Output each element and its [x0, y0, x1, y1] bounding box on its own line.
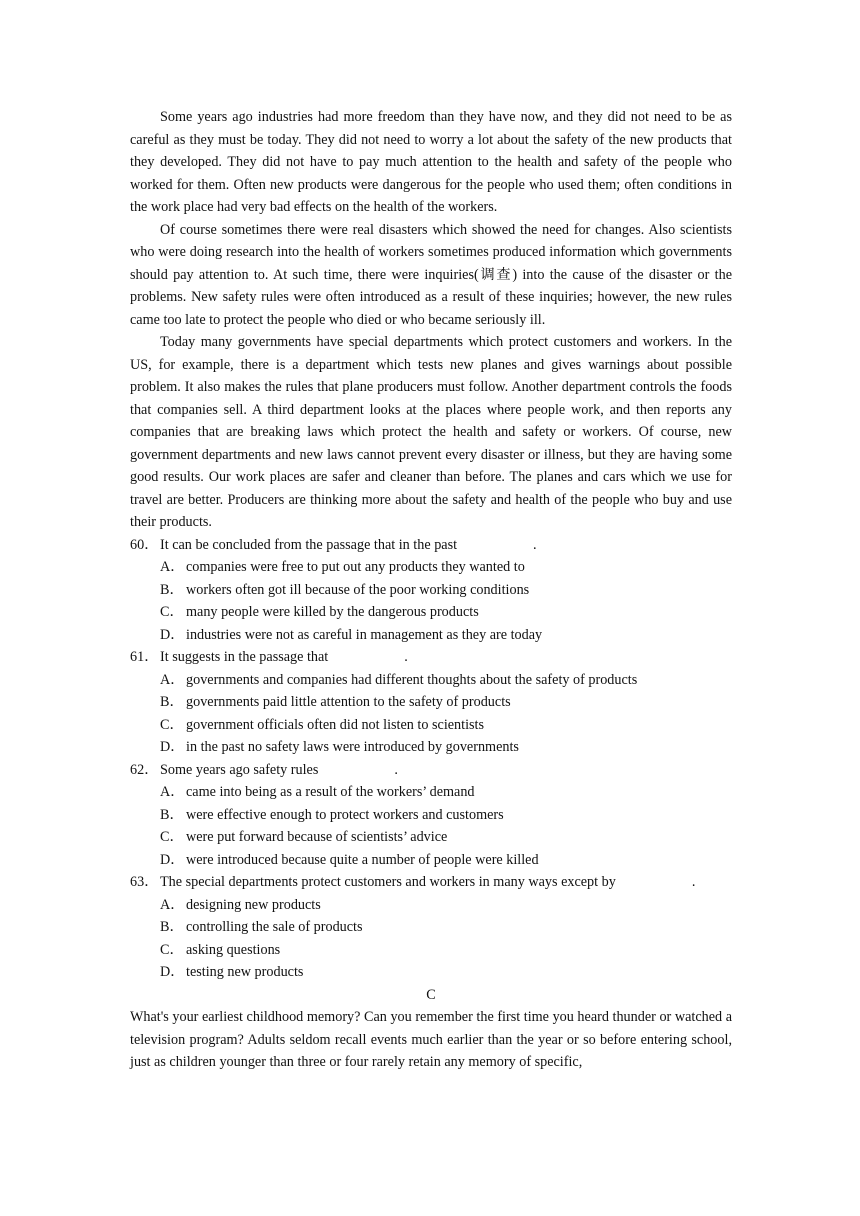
question-number: 62．	[130, 761, 159, 778]
option-d: D． testing new products	[160, 964, 304, 980]
question-stem	[130, 646, 732, 669]
option-b: B． were effective enough to protect workers and customers	[160, 806, 504, 823]
option-c: C． were put forward because of scientists’ advice	[160, 829, 448, 845]
section-heading: C	[426, 986, 436, 1003]
option-d: D． industries were not as careful in management as they are today	[160, 626, 543, 643]
question-63	[130, 871, 732, 984]
passage-paragraph-1: Some years ago industries had more freedom than they have now, and they did not need to be as careful as they must be today. They did not need to worry a lot about the safety of the new products that they developed. They did not have to pay much attention to the health and safety of the people who worked for them. Often new products were dangerous for the people who used them; often conditions in the work place had very bad effects on the health of the workers.	[130, 109, 732, 215]
question-number: 60．	[130, 536, 159, 553]
option-b: B． controlling the sale of products	[160, 919, 363, 935]
question-62	[130, 759, 732, 872]
question-number: 63．	[130, 874, 159, 890]
question-text: It suggests in the passage that	[160, 649, 329, 665]
option-c: C． government officials often did not listen to scientists	[160, 716, 485, 733]
option-c: C． asking questions	[160, 941, 281, 958]
option-d: D． in the past no safety laws were introduced by governments	[160, 739, 519, 755]
passage-paragraph-2: Of course sometimes there were real disasters which showed the need for changes. Also scientists who were doing research into the health of workers sometimes produced information which governments should pay attention to. At such time, there were inquiries(调查) into the cause of the disaster or the problems. New safety rules were often introduced as a result of these inquiries; however, the new rules came too late to protect the people who died or who became seriously ill.	[130, 221, 732, 328]
option-a: A． companies were free to put out any products they wanted to	[160, 559, 525, 575]
option-a: A． designing new products	[160, 896, 321, 913]
passage-paragraph-3: Today many governments have special departments which protect customers and workers. In the US, for example, there is a department which tests new planes and gives warnings about possible problem. It also makes the rules that plane producers must follow. Another department controls the foods that companies sell. A third department looks at the places where people work, and then reports any companies that are breaking laws which protect the health and safety or workers. Of course, new government departments and new laws cannot prevent every disaster or illness, but they are having some good results. Our work places are safer and cleaner than before. The planes and cars which we use for travel are better. Producers are thinking more about the safety and health of the people who buy and use their products.	[130, 334, 732, 530]
question-61	[130, 646, 732, 759]
question-end: .	[404, 649, 408, 665]
question-number: 61．	[130, 649, 159, 665]
option-b: B． governments paid little attention to the safety of products	[160, 694, 511, 710]
question-stem	[130, 871, 732, 894]
question-end: .	[394, 761, 398, 778]
question-60	[130, 534, 732, 647]
question-end: .	[691, 874, 696, 890]
question-text: It can be concluded from the passage that in the past	[160, 536, 458, 553]
section-c-paragraph: What's your earliest childhood memory? Can you remember the first time you heard thunder or watched a television program? Adults seldom recall events much earlier than the year or so before entering school, just as children younger than three or four rarely retain any memory of specific,	[130, 1009, 732, 1070]
question-text: Some years ago safety rules	[160, 761, 319, 778]
question-text: The special departments protect customers and workers in many ways except by	[160, 874, 616, 890]
option-a: A． governments and companies had different thoughts about the safety of products	[160, 671, 638, 688]
option-c: C． many people were killed by the dangerous products	[160, 604, 479, 620]
option-b: B． workers often got ill because of the poor working conditions	[160, 581, 530, 598]
option-d: D． were introduced because quite a number of people were killed	[160, 851, 539, 868]
option-a: A． came into being as a result of the workers’ demand	[160, 784, 475, 800]
question-end: .	[533, 536, 537, 553]
document-page	[130, 106, 732, 1074]
question-stem	[130, 759, 732, 782]
question-stem	[130, 534, 732, 557]
